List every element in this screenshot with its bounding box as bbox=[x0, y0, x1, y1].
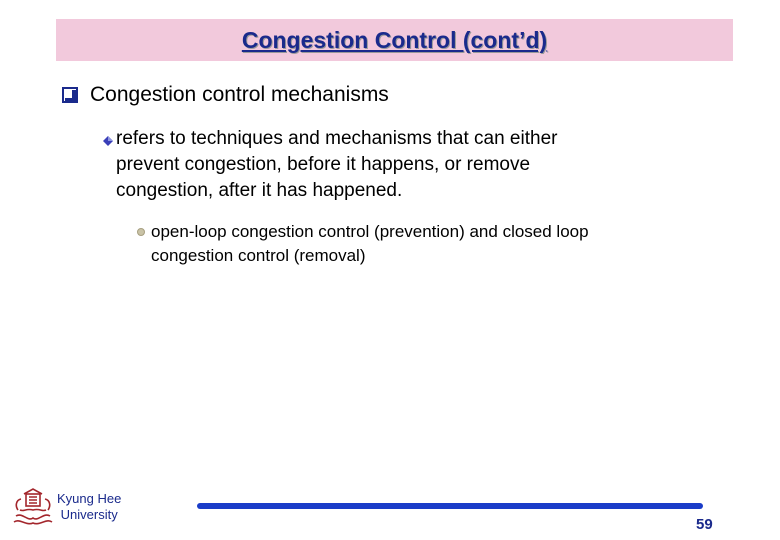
bullet-level2-line: congestion, after it has happened. bbox=[116, 180, 403, 201]
bullet-level1-text: Congestion control mechanisms bbox=[90, 83, 389, 106]
checkbox-square-bullet-icon bbox=[62, 87, 78, 103]
bullet-level2-line: refers to techniques and mechanisms that can either bbox=[116, 128, 558, 149]
university-name-line: University bbox=[60, 507, 118, 522]
page-number: 59 bbox=[696, 516, 713, 533]
bullet-level2-line: prevent congestion, before it happens, or remove bbox=[116, 154, 531, 175]
university-crest-logo bbox=[12, 488, 54, 528]
university-name-line: Kyung Hee bbox=[57, 491, 122, 506]
bullet-level3-text bbox=[151, 220, 751, 268]
bullet-level2-text bbox=[116, 126, 696, 204]
diamond-bullet-icon bbox=[103, 136, 113, 146]
title-band bbox=[56, 19, 733, 61]
university-name bbox=[57, 491, 121, 523]
round-dot-bullet-icon bbox=[137, 228, 145, 236]
bullet-level3-line: congestion control (removal) bbox=[151, 246, 366, 265]
slide-title: Congestion Control (cont’d) bbox=[241, 27, 548, 53]
bullet-level3-line: open-loop congestion control (prevention) and closed loop bbox=[151, 222, 589, 241]
footer-divider-bar bbox=[197, 503, 703, 509]
